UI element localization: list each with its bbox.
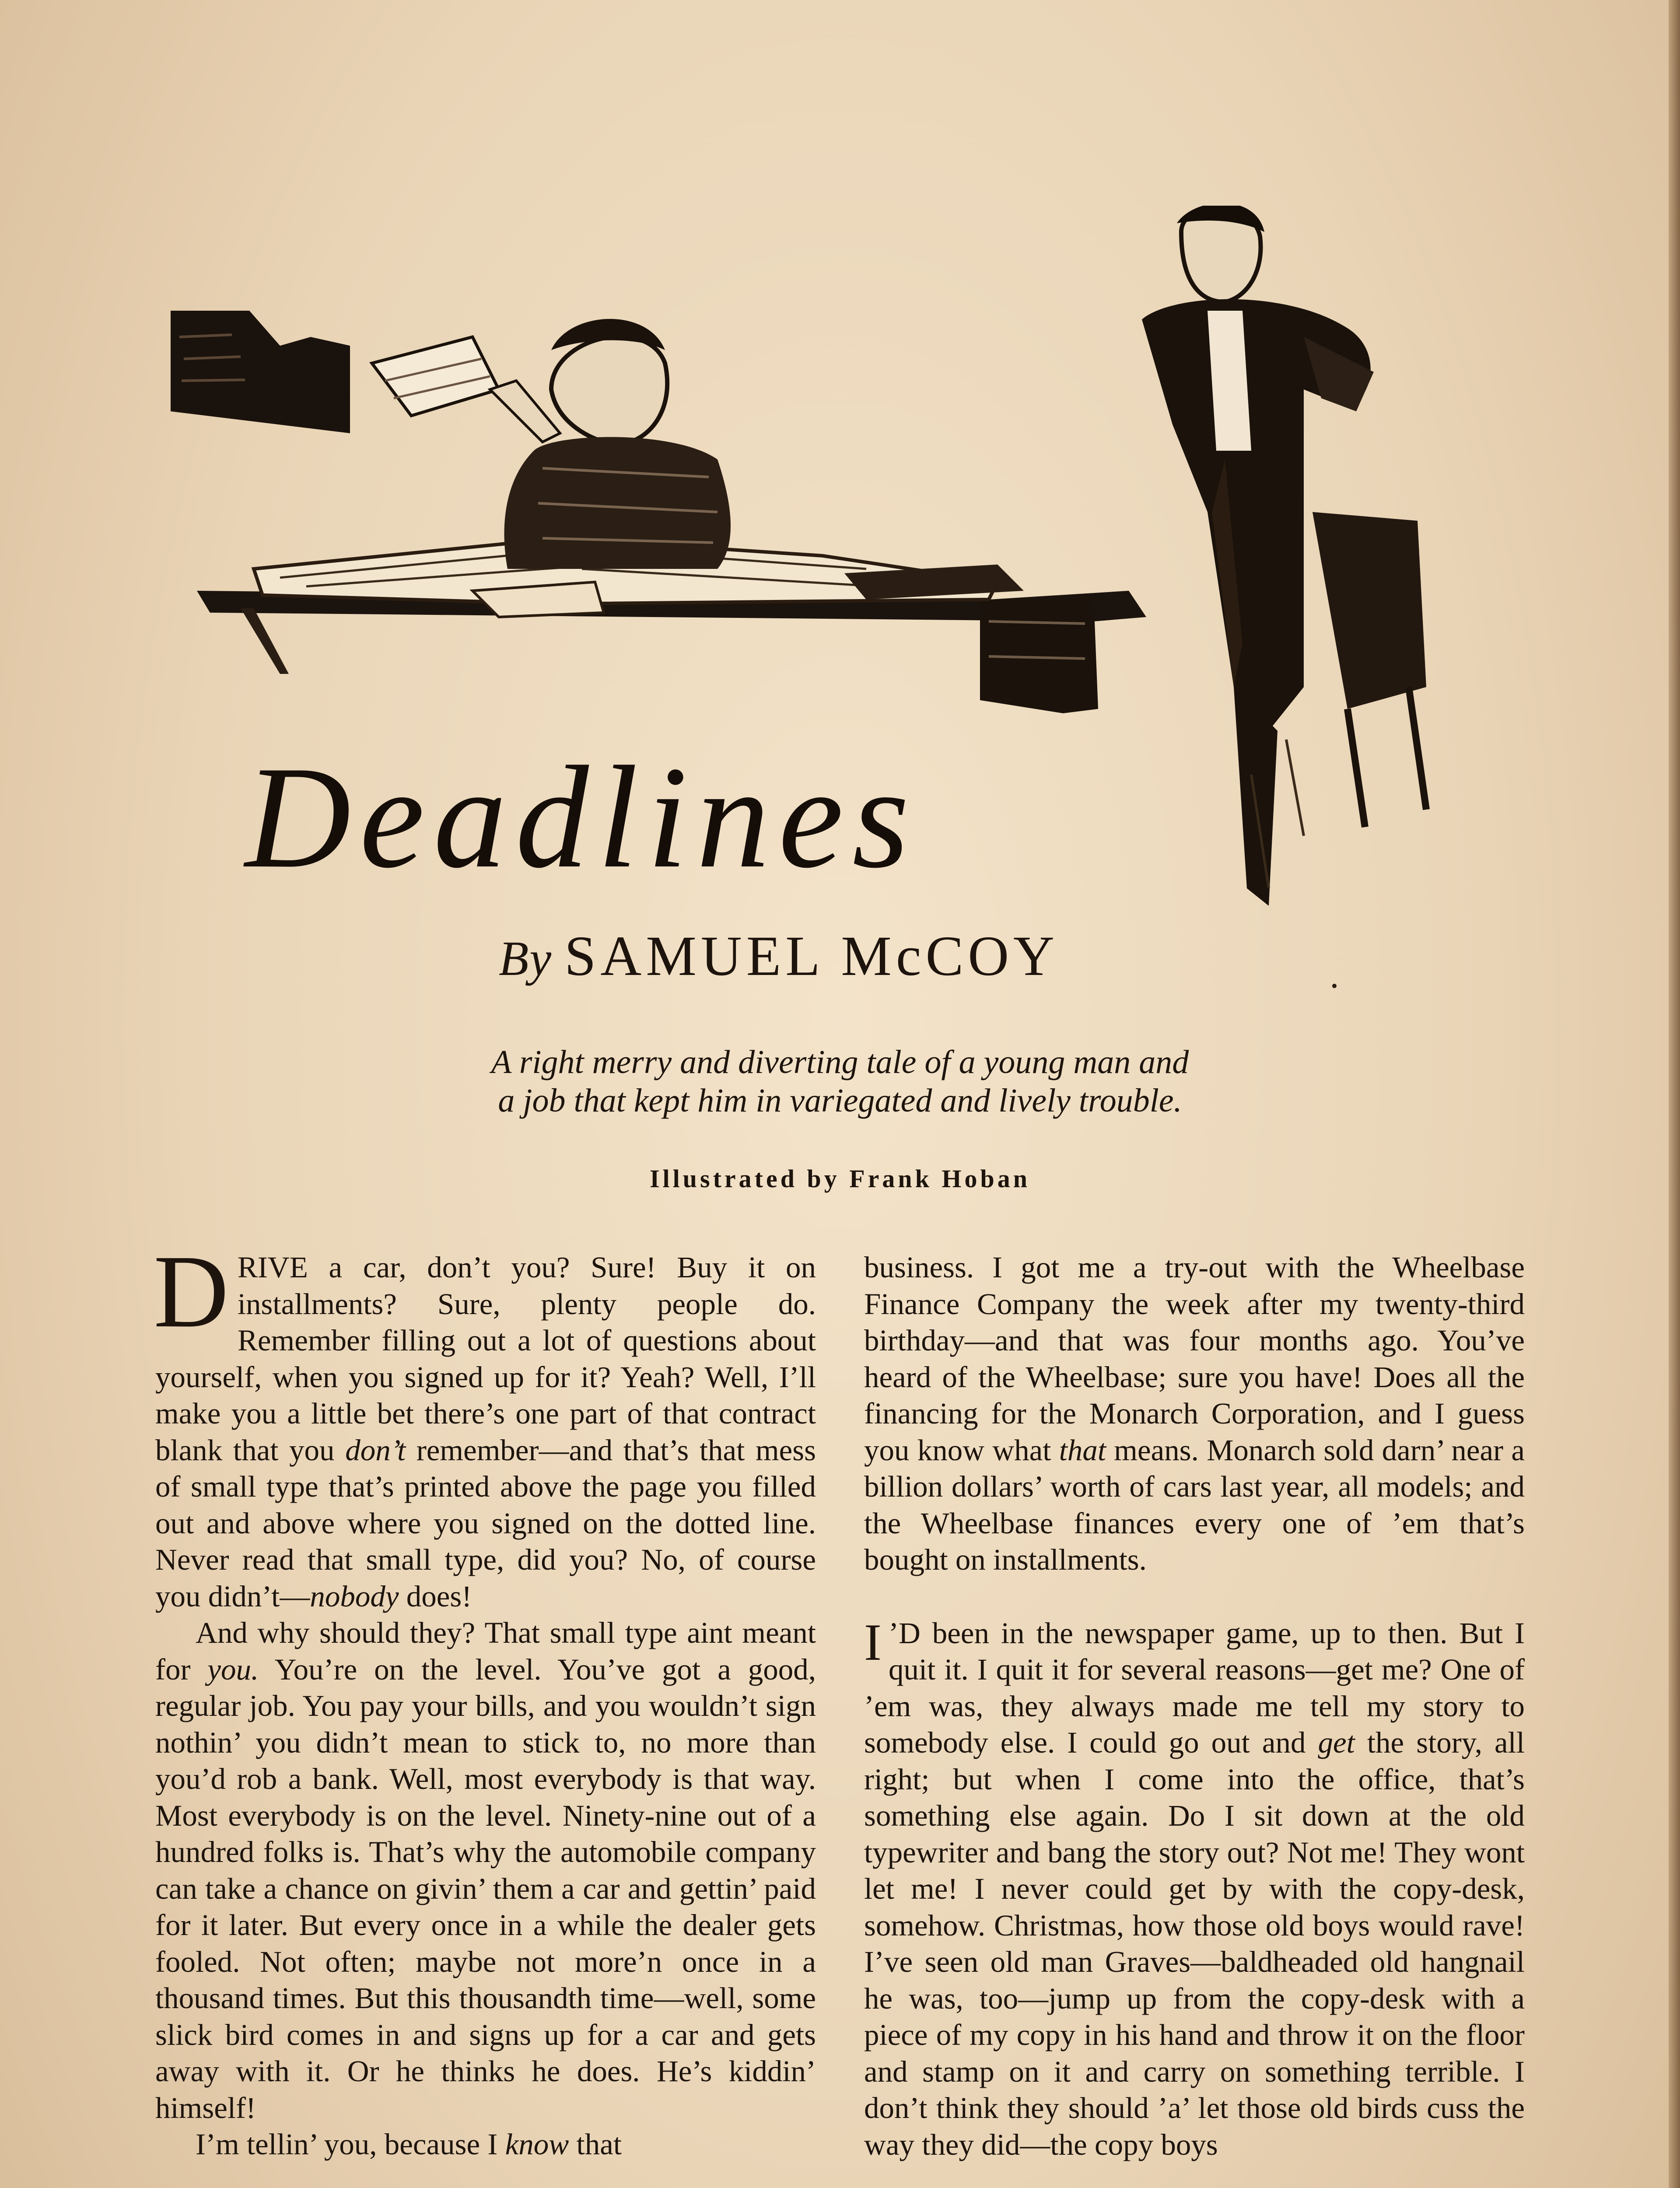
italic-run: nobody [310, 1579, 399, 1613]
italic-run: you. [207, 1652, 259, 1686]
illustrator-credit: Illustrated by Frank Hoban [649, 1164, 1031, 1193]
drop-cap: D [154, 1234, 229, 1349]
italic-run: don’t [345, 1433, 406, 1467]
paragraph [155, 2126, 816, 2163]
story-title: Deadlines [245, 736, 918, 898]
text-column-right [864, 1249, 1525, 2163]
text-column-left [154, 1234, 816, 2163]
stray-dot [1332, 984, 1337, 988]
text-run: I’m tellin’ you, because I [196, 2128, 505, 2161]
byline-by: By [499, 932, 553, 986]
section-break [864, 1578, 1525, 1615]
italic-run: that [1059, 1433, 1106, 1467]
text-run: remember—and that’s that mess of small type that’s printed above the page you filled out and above where you signed on the dotted line. Never read that small type, did you? No, of course you didn’t— [155, 1433, 816, 1613]
deck-line: A right merry and diverting tale of a young man and [491, 1044, 1189, 1080]
page-edge-shadow [1669, 0, 1680, 2188]
text-run: RIVE a car, don’t you? Sure! Buy it on installments? Sure, plenty people do. Remember filling out a lot of questions about yourself, when you signed up for it? Yeah? Well, I’ll make you a little bet there’s one part of that contract blank that you [155, 1251, 816, 1467]
story-deck [385, 1043, 1295, 1120]
deck-line: a job that kept him in variegated and lively trouble. [498, 1082, 1182, 1119]
text-run: means. Monarch sold darn’ near a billion dollars’ worth of cars last year, all models; and the Wheelbase finances every one of ’em that’s bought on installments. [864, 1433, 1525, 1576]
text-run: business. I got me a try-out with the Wheelbase Finance Company the week after my twenty-third birthday—and that was four months ago. You’ve heard of the Wheelbase; sure you have! Does all the financing for the Monarch Corporation, and I guess you know what [864, 1251, 1525, 1467]
text-run: the story, all right; but when I come into the office, that’s something else again. Do I sit down at the old typewriter and bang the story out? Not me! They wont let me! I never could get by with the copy-desk, somehow. Christmas, how those old boys would rave! I’ve seen old man Graves—baldheaded old hangnail he was, too—jump up from the copy-desk with a piece of my copy in his hand and throw it on the floor and stamp on it and carry on something terrible. I don’t think they should ’a’ let those old birds cuss the way they did—the copy boys [864, 1726, 1525, 2161]
paragraph [154, 1234, 816, 1615]
italic-run: know [505, 2128, 569, 2161]
paragraph [864, 1615, 1525, 2163]
text-run: that [569, 2128, 622, 2161]
paragraph [155, 1615, 816, 2126]
section-initial: I [864, 1613, 882, 1671]
text-run: You’re on the level. You’ve got a good, regular job. You pay your bills, and you wouldn’t sign nothin’ you didn’t mean to stick to, no more than you’d rob a bank. Well, most everybody is that way. Most everybody is on the level. Ninety-nine out of a hundred folks is. That’s why the automobile company can take a chance on givin’ them a car and gettin’ paid for it later. But every once in a while the dealer gets fooled. Not often; maybe not more’n once in a thousand times. But this thousandth time—well, some slick bird comes in and signs up for a car and gets away with it. Or he thinks he does. He’s kiddin’ himself! [155, 1652, 816, 2125]
italic-run: get [1318, 1726, 1355, 1759]
text-run: ’D been in the newspaper game, up to then. But I quit it. I quit it for several reasons—get me? One of ’em was, they always made me tell my story to somebody else. I could go out and [864, 1616, 1525, 1759]
author-name: SAMUEL McCOY [564, 925, 1059, 988]
text-run: does! [399, 1579, 472, 1613]
text-run: And why should they? That small type aint meant for [155, 1616, 816, 1686]
paragraph [864, 1249, 1525, 1578]
byline [499, 925, 1374, 988]
